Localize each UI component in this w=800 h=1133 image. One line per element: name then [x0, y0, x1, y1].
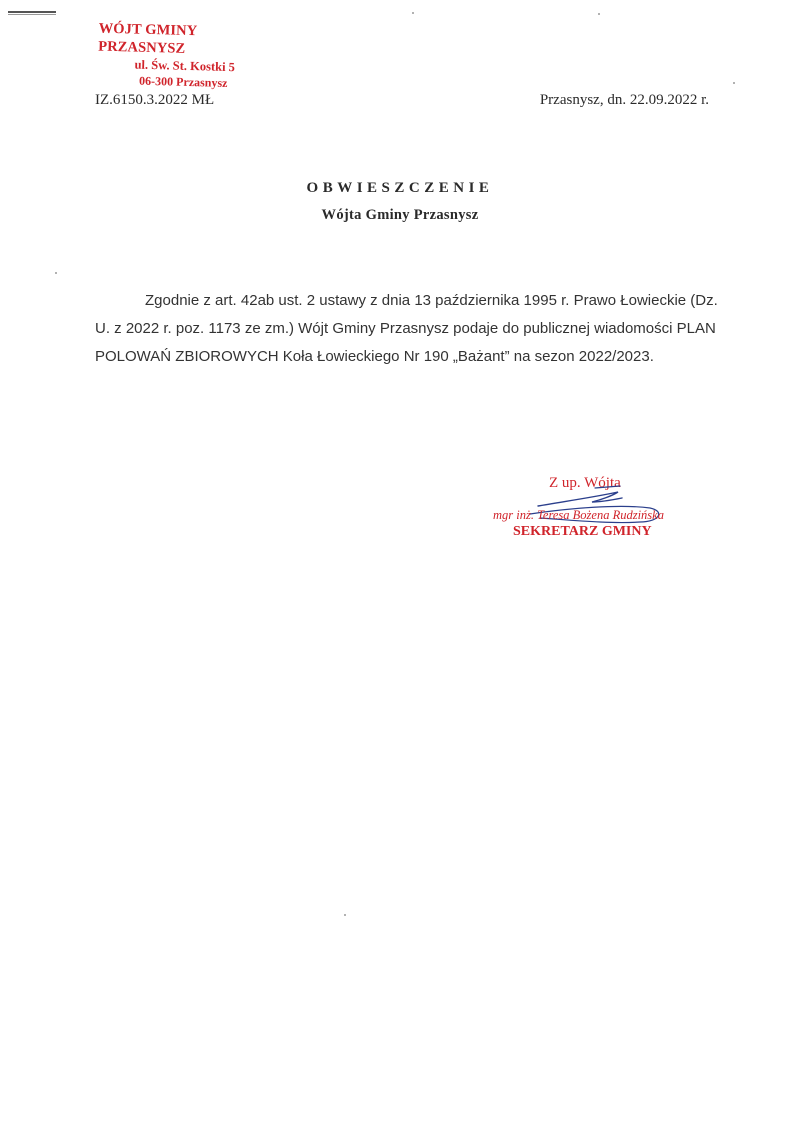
scan-artifact-line: [8, 14, 56, 15]
scan-artifact-dot: [598, 13, 600, 15]
stamp-title: WÓJT GMINY PRZASNYSZ: [98, 20, 197, 57]
scan-artifact-dot: [412, 12, 414, 14]
stamp-postal: 06-300 Przasnysz: [138, 73, 228, 90]
document-subtitle: Wójta Gminy Przasnysz: [321, 207, 479, 223]
reference-number: IZ.6150.3.2022 MŁ: [95, 92, 215, 108]
place-and-date: Przasnysz, dn. 22.09.2022 r.: [539, 92, 709, 108]
signatory-role: SEKRETARZ GMINY: [513, 524, 652, 539]
signatory-name: mgr inż. Teresa Bożena Rudzińska: [493, 508, 664, 522]
announcement-body: [95, 287, 718, 371]
stamp-street: ul. Św. St. Kostki 5: [134, 57, 236, 75]
scan-artifact-dot: [344, 914, 346, 916]
scan-artifact-dot: [733, 82, 735, 84]
scan-artifact-dot: [55, 272, 57, 274]
body-line: POLOWAŃ ZBIOROWYCH Koła Łowieckiego Nr 190 „Bażant” na sezon 2022/2023.: [95, 348, 654, 365]
body-line: Zgodnie z art. 42ab ust. 2 ustawy z dnia 13 października 1995 r. Prawo Łowieckie (Dz.: [145, 292, 718, 309]
document-title: OBWIESZCZENIE: [306, 180, 494, 196]
on-behalf-stamp: Z up. Wójta: [549, 475, 621, 491]
body-line: U. z 2022 r. poz. 1173 ze zm.) Wójt Gminy Przasnysz podaje do publicznej wiadomości PLAN: [95, 320, 716, 337]
office-stamp: [95, 20, 287, 93]
scan-artifact-line: [8, 11, 56, 13]
